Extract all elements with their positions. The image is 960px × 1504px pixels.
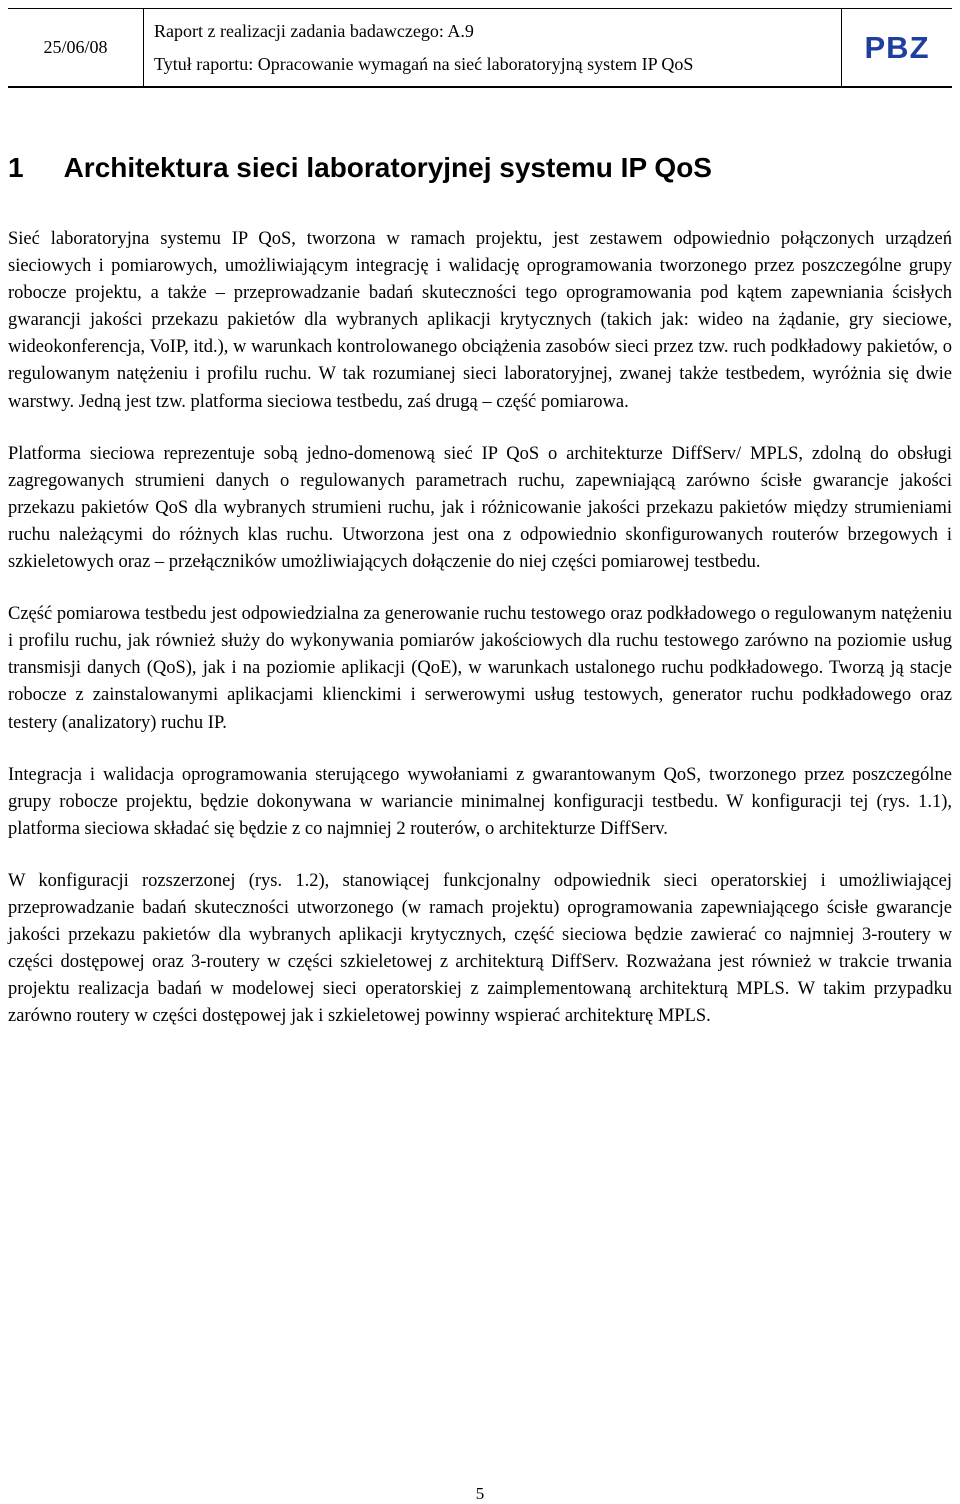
paragraph: Platforma sieciowa reprezentuje sobą jedno-domenową sieć IP QoS o architekturze DiffServ/ MPLS, zdolną do obsługi zagregowanych strumieni danych o regulowanych parametrach ruchu, zapewniającą zarówno ścisłe gwarancje jakości przekazu pakietów QoS dla wybranych strumieni ruchu, jak i różnicowanie jakości przekazu pakietów między strumieniami ruchu należącymi do różnych klas ruchu. Utworzona jest ona z odpowiednio skonfigurowanych routerów brzegowych i szkieletowych oraz – przełączników umożliwiających dołączenie do niej części pomiarowej testbedu. [8, 443, 952, 573]
header-date: 25/06/08 [8, 9, 144, 86]
paragraph: Sieć laboratoryjna systemu IP QoS, tworzona w ramach projektu, jest zestawem odpowiednio połączonych urządzeń sieciowych i pomiarowych, umożliwiającym integrację i walidację oprogramowania tworzonego przez poszczególne grupy robocze projektu, a także – przeprowadzanie badań skuteczności tego oprogramowania pod kątem zapewniania ścisłych gwarancji jakości przekazu pakietów dla wybranych aplikacji krytycznych (takich jak: wideo na żądanie, gry sieciowe, wideokonferencja, VoIP, itd.), w warunkach kontrolowanego obciążenia zasobów sieci przez tzw. ruch podkładowy pakietów, o regulowanym natężeniu i profilu ruchu. W tak rozumianej sieci laboratoryjnej, zwanej także testbedem, wyróżnia się dwie warstwy. Jedną jest tzw. platforma sieciowa testbedu, zaś drugą – część pomiarowa. [8, 229, 952, 412]
pbz-logo: PBZ [864, 29, 930, 65]
section-heading [8, 148, 712, 188]
section-number: 1 [8, 152, 24, 183]
header-title-line: Tytuł raportu: Opracowanie wymagań na sieć laboratoryjną system IP QoS [154, 53, 694, 74]
page-header [8, 8, 952, 88]
section-title: Architektura sieci laboratoryjnej systemu IP QoS [63, 152, 712, 183]
page-number: 5 [475, 1484, 485, 1503]
paragraph: W konfiguracji rozszerzonej (rys. 1.2), stanowiącej funkcjonalny odpowiednik sieci operatorskiej i umożliwiającej przeprowadzanie badań skuteczności utworzonego (w ramach projektu) oprogramowania zapewniającego ścisłe gwarancje jakości przekazu pakietów dla wybranych aplikacji krytycznych, część sieciowa będzie zawierać co najmniej 3-routery w części dostępowej oraz 3-routery w części szkieletowej z architekturą DiffServ. Rozważana jest również w trakcie trwania projektu realizacja badań w modelowej sieci operatorskiej z zaimplementowaną architekturą MPLS. W takim przypadku zarówno routery w części dostępowej jak i szkieletowej powinny wspierać architekturę MPLS. [8, 870, 952, 1027]
body-text [8, 226, 952, 1055]
paragraph: Część pomiarowa testbedu jest odpowiedzialna za generowanie ruchu testowego oraz podkładowego o regulowanym natężeniu i profilu ruchu, jak również służy do wykonywania pomiarów jakościowych dla ruchu testowego zarówno na poziomie usług transmisji danych (QoS), jak i na poziomie aplikacji (QoE), w warunkach ustalonego ruchu podkładowego. Tworzą ją stacje robocze z zainstalowanymi aplikacjami klienckimi i serwerowymi usług testowych, generator ruchu podkładowego oraz testery (analizatory) ruchu IP. [8, 604, 952, 733]
paragraph: Integracja i walidacja oprogramowania sterującego wywołaniami z gwarantowanym QoS, tworzonego przez poszczególne grupy robocze projektu, będzie dokonywana w wariancie minimalnej konfiguracji testbedu. W konfiguracji tej (rys. 1.1), platforma sieciowa składać się będzie z co najmniej 2 routerów, o architekturze DiffServ. [8, 764, 952, 839]
header-report-line: Raport z realizacji zadania badawczego: A.9 [154, 20, 474, 41]
header-titles [144, 9, 842, 86]
